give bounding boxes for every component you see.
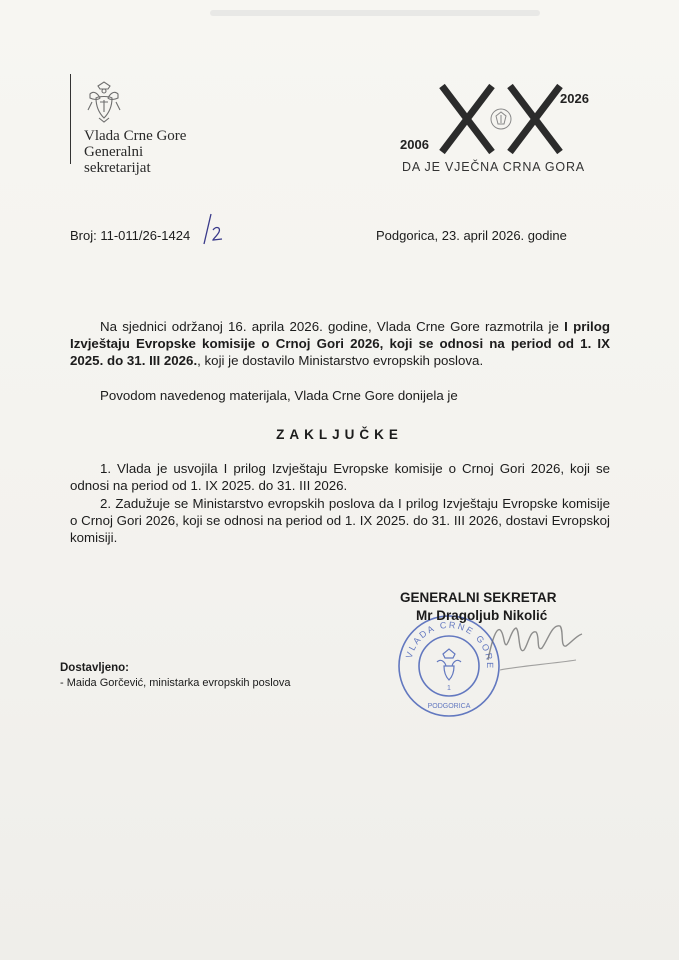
decision-intro: Povodom navedenog materijala, Vlada Crne Gore donijela je — [100, 388, 458, 403]
signatory-name: Mr Dragoljub Nikolić — [416, 608, 548, 623]
jubilee-slogan: DA JE VJEČNA CRNA GORA — [402, 160, 585, 174]
handwritten-number-suffix — [201, 212, 227, 246]
conclusion-item-2: 2. Zadužuje se Ministarstvo evropskih poslova da I prilog Izvještaju Evropske komisije o Crnoj Gori 2026, koji se odnosi na period od 1. IX 2025. do 31. III 2026, dostavi Evropskoj komisiji. — [70, 496, 610, 545]
delivered-recipient: - Maida Gorčević, ministarka evropskih poslova — [60, 677, 291, 689]
intro-paragraph — [70, 318, 610, 369]
independence-jubilee-logo — [400, 80, 610, 180]
signatory-title: GENERALNI SEKRETAR — [400, 590, 557, 605]
delivered-label: Dostavljeno: — [60, 662, 130, 674]
org-line-1: Vlada Crne Gore — [84, 128, 187, 144]
intro-text-end: , koji je dostavilo Ministarstvo evropskih poslova. — [197, 353, 484, 368]
jubilee-year-start: 2006 — [400, 137, 429, 152]
document-number: Broj: 11-011/26-1424 — [70, 228, 191, 243]
stamp-ring-text: VLADA CRNE GORE — [403, 619, 496, 671]
scan-artifact — [210, 10, 540, 16]
organization-name — [84, 128, 186, 176]
intro-text-start: Na sjednici održanoj 16. aprila 2026. godine, Vlada Crne Gore razmotrila je — [100, 319, 565, 334]
org-line-3: sekretarijat — [84, 160, 151, 176]
montenegro-coat-of-arms-icon — [84, 80, 124, 124]
place-and-date: Podgorica, 23. april 2026. godine — [376, 228, 567, 243]
org-line-2: Generalni — [84, 144, 144, 160]
intro-text-bold: I prilog Izvještaju Evropske komisije o Crnoj Gori 2026, koji se odnosi na period od 1. IX 2025. do 31. III 2026. — [70, 319, 610, 368]
conclusions-heading: ZAKLJUČKE — [276, 427, 403, 442]
stamp-number: 1 — [447, 685, 451, 692]
conclusion-item-1: 1. Vlada je usvojila I prilog Izvještaju Evropske komisije o Crnoj Gori 2026, koji se odnosi na period od 1. IX 2025. do 31. III 2026. — [70, 461, 610, 493]
stamp-city: PODGORICA — [427, 703, 471, 710]
header-divider-line — [70, 74, 71, 164]
jubilee-year-end: 2026 — [560, 91, 589, 106]
